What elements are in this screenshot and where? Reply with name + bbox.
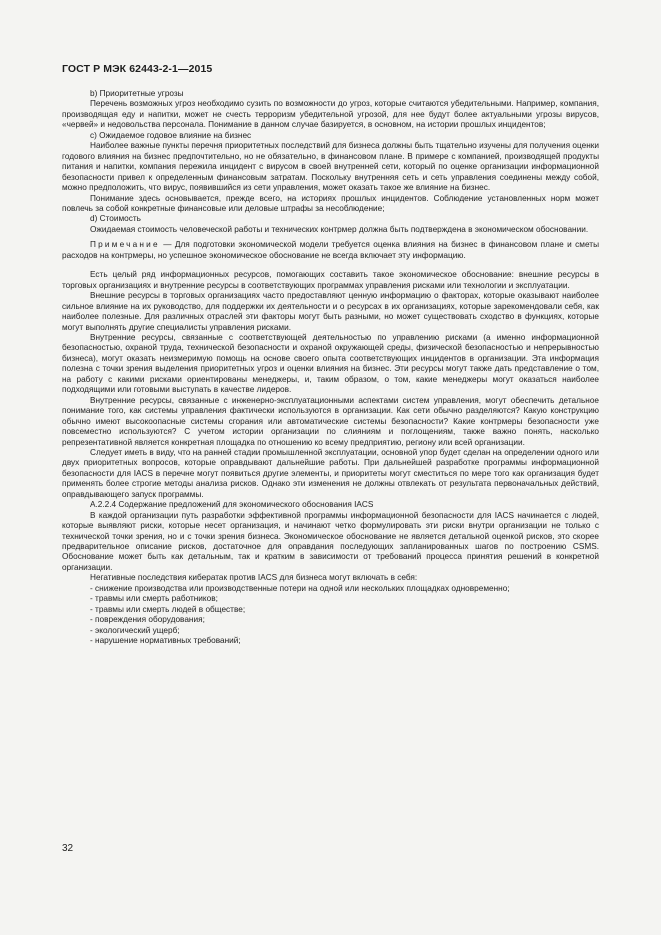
- paragraph: Перечень возможных угроз необходимо сузить по возможности до угроз, которые считаются убедительными. Например, компания, производящая еду и напитки, может не счесть терроризм убедительной угрозой, для нее будут более актуальными угрозы вирусов, «червей» и недовольства персонала. Понимание в данном случае базируется, в основном, на истории прошлых инцидентов;: [62, 99, 599, 130]
- paragraph: Есть целый ряд информационных ресурсов, помогающих составить такое экономическое обоснование: внешние ресурсы в торговых организациях и внутренние ресурсы в соответствующих программах управления рисками или технологии и эксплуатации.: [62, 270, 599, 290]
- paragraph: Ожидаемая стоимость человеческой работы и технических контрмер должна быть подтверждена в экономическом обосновании.: [90, 224, 589, 234]
- list-item: - травмы или смерть людей в обществе;: [90, 604, 246, 614]
- list-item: - экологический ущерб;: [90, 625, 180, 635]
- section-heading: A.2.2.4 Содержание предложений для экономического обоснования IACS: [90, 500, 374, 510]
- paragraph: Внешние ресурсы в торговых организациях часто предоставляют ценную информацию о факторах, которые оказывают наиболее сильное влияние на их руководство, для поддержки их деятельности и о ресурсах в их организациях, которые зарекомендовали себя, как наиболее полезные. Для различных отраслей эти факторы могут быть разными, но может существовать сходство в функциях, которые могут выполнять другие специалисты управления рисками.: [62, 291, 599, 332]
- item-heading-b: b) Приоритетные угрозы: [90, 89, 184, 98]
- list-item: - снижение производства или производственные потери на одной или нескольких площадках одновременно;: [90, 583, 510, 593]
- item-heading-d: d) Стоимость: [90, 214, 141, 224]
- note-paragraph: [62, 240, 599, 261]
- paragraph: Следует иметь в виду, что на ранней стадии промышленной эксплуатации, основной упор будет сделан на определении одного или двух приоритетных вопросов, которые оправдывают дальнейшие работы. При дальнейшей разработке программы информационной безопасности для IACS в перечне могут появиться другие элементы, и приоритеты могут сместиться по мере того как организация будет применять более строгие методы анализа рисков. Однако эти изменения не должны отвлекать от результата первоначальных действий, оправдывающего запуск программы.: [62, 447, 599, 499]
- paragraph: Понимание здесь основывается, прежде всего, на историях прошлых инцидентов. Соблюдение установленных норм может повлечь за собой конкретные финансовые или деловые штрафы за несоблюдение;: [62, 193, 599, 213]
- consequence-list: [62, 584, 599, 647]
- list-item: - нарушение нормативных требований;: [90, 636, 241, 646]
- paragraph: В каждой организации путь разработки эффективной программы информационной безопасности для IACS начинается с людей, которые выявляют риски, которые несет организация, и начинают четко формулировать эти риски внутри организации не только с технической точки зрения, но и с точки зрения бизнеса. Экономическое обоснование не является детальной оценкой рисков, это скорее предварительное описание рисков, достаточное для оправдания последующих запланированных шагов по построению CSMS. Обоснование может быть как детальным, так и кратким в зависимости от требований процесса принятия решений в конкретной организации.: [62, 510, 599, 572]
- item-heading-c: c) Ожидаемое годовое влияние на бизнес: [90, 130, 252, 140]
- paragraph: Внутренние ресурсы, связанные с инженерно-эксплуатационными аспектами систем управления, могут обеспечить детальное понимание того, как системы управления фактически используются в организации. Как сети обычно разделяются? Какую конструкцию обычно имеют высокоопасные системы сгорания или автоматические системы безопасности? Какие контрмеры безопасности уже повсеместно используются? С учетом истории организации по слияниям и поглощениям, также важно понять, насколько репрезентативной является конкретная площадка по отношению ко всему предприятию, региону или всей организации.: [62, 395, 599, 447]
- note-label: Примечание: [90, 240, 160, 250]
- list-item: - повреждения оборудования;: [90, 615, 205, 625]
- paragraph: Наиболее важные пункты перечня приоритетных последствий для бизнеса должны быть тщательно изучены для получения оценки годового влияния на бизнес предпочтительно, но не обязательно, в финансовом плане. В примере с компанией, производящей продукты питания и напитки, компания пережила инцидент с вирусом в своей внутренней сети, который по оценке организации информационной безопасности привел к определенным финансовым затратам. Поскольку внутренняя сеть и сеть управления соединены между собой, можно предположить, что вирус, появившийся из сети управления, может оказать такое же влияние на бизнес.: [62, 141, 599, 193]
- document-body: [62, 89, 599, 647]
- paragraph: Негативные последствия кибератак против IACS для бизнеса могут включать в себя:: [90, 573, 418, 583]
- note-text: — Для подготовки экономической модели требуется оценка влияния на бизнес в финансовом плане и сметы расходов на контрмеры, но успешное экономическое обоснование не всегда включает эту информацию.: [62, 240, 599, 260]
- page-number: 32: [62, 843, 74, 854]
- paragraph: Внутренние ресурсы, связанные с соответствующей деятельностью по управлению рисками (а именно информационной безопасностью, охраной труда, технической безопасности и охраной окружающей среды, физической безопасностью и непрерывностью бизнеса), могут оказать неизмеримую помощь на основе своего опыта соответствующих инцидентов в организации. Эта информация полезна с точки зрения выделения приоритетных угроз и оценки влияния на бизнес. Эти ресурсы могут также дать представление о том, на работу с какими рисками ориентированы менеджеры, и, таким образом, о том, какие менеджеры могут оказаться наиболее подходящими или готовыми выступать в качестве лидеров.: [62, 332, 599, 395]
- list-item: - травмы или смерть работников;: [90, 594, 218, 604]
- document-header: ГОСТ Р МЭК 62443-2-1—2015: [62, 63, 213, 75]
